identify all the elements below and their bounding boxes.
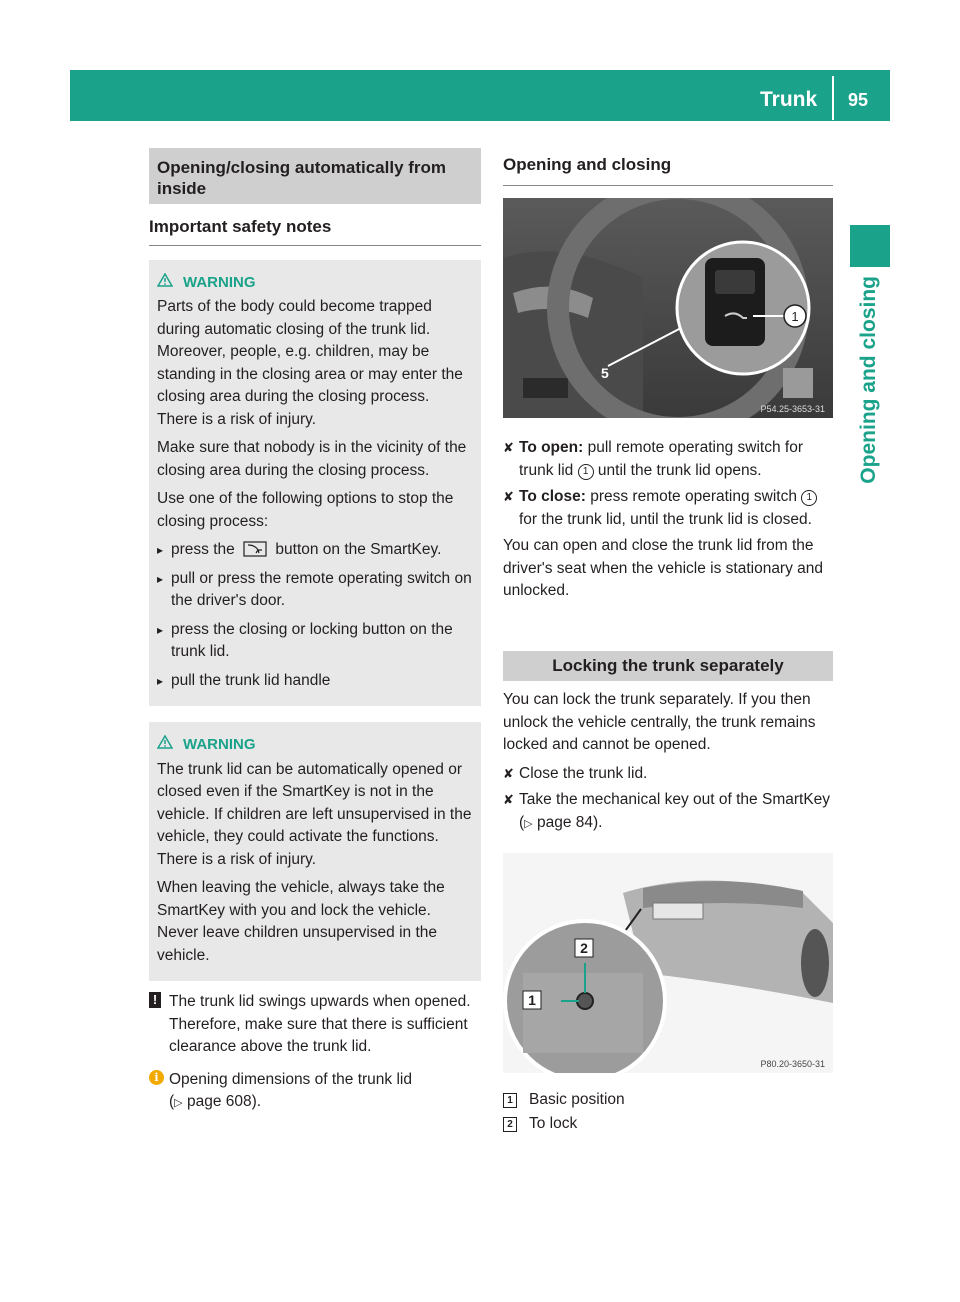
photo-legend <box>503 1089 833 1136</box>
step-arrow-icon: ✘ <box>503 765 514 781</box>
warning-title <box>157 272 473 295</box>
svg-text:1: 1 <box>528 992 536 1008</box>
side-tab-label: Opening and closing <box>857 276 880 484</box>
info-icon: i <box>149 1070 164 1085</box>
warning-box-1 <box>149 260 481 707</box>
caution-text: The trunk lid swings upwards when opened. Therefore, make sure that there is sufficient clearance above the trunk lid. <box>169 993 471 1055</box>
warning-paragraph: Parts of the body could become trapped during automatic closing of the trunk lid. Moreover, people, e.g. children, may be standing in the closing area or may enter the closing area during the closing process. There is a risk of injury. <box>157 298 463 428</box>
step-to-open: ✘ To open: pull remote operating switch for trunk lid 1 until the trunk lid opens. <box>503 439 803 479</box>
header-divider <box>832 76 834 120</box>
callout-1-icon: 1 <box>801 490 817 506</box>
trunk-icon <box>243 541 267 557</box>
page-number: 95 <box>848 90 869 110</box>
section-title: Opening/closing automatically from inside <box>149 148 481 204</box>
right-column <box>503 148 833 1138</box>
warning-paragraph: Use one of the following options to stop the closing process: <box>157 490 454 530</box>
subsection-title: Important safety notes <box>149 216 481 246</box>
warning-title-text: WARNING <box>183 273 256 291</box>
open-close-paragraph: You can open and close the trunk lid from the driver's seat when the vehicle is stationary and unlocked. <box>503 537 824 599</box>
warning-paragraph: When leaving the vehicle, always take the SmartKey with you and lock the vehicle. Never leave children unsupervised in the vehicle. <box>157 879 445 964</box>
legend-number: 1 <box>503 1093 517 1108</box>
opening-closing-title: Opening and closing <box>503 154 833 186</box>
page-ref-arrow-icon: ▷ <box>524 817 533 830</box>
step-arrow-icon: ✘ <box>503 792 514 807</box>
caution-note <box>149 991 481 1059</box>
bullet-item: ▸ pull or press the remote operating switch on the driver's door. <box>157 568 473 613</box>
warning-title <box>157 734 473 757</box>
header-section-title: Trunk <box>760 88 818 111</box>
info-text: Opening dimensions of the trunk lid <box>169 1070 412 1088</box>
photo-code: P54.25-3653-31 <box>760 403 825 414</box>
callout-1-icon: 1 <box>578 464 594 480</box>
exclamation-icon: ! <box>149 992 161 1008</box>
callout-1: 1 <box>791 308 799 324</box>
legend-item: 2 To lock <box>503 1113 833 1136</box>
step-arrow-icon: ✘ <box>503 489 514 504</box>
bullet-item: ▸ press the button on the SmartKey. <box>157 539 473 562</box>
info-page-ref[interactable]: page 608). <box>186 1093 262 1110</box>
trunk-lock-photo <box>503 853 833 1073</box>
warning-triangle-icon <box>157 273 173 287</box>
svg-text:5: 5 <box>601 364 609 381</box>
warning-triangle-icon <box>157 735 173 749</box>
legend-item: 1 Basic position <box>503 1089 833 1112</box>
warning-title-text: WARNING <box>183 736 256 753</box>
step-close-lid: ✘ Close the trunk lid. <box>503 763 833 786</box>
door-switch-photo <box>503 198 833 418</box>
info-note: i Opening dimensions of the trunk lid (▷ page 608). <box>149 1069 481 1115</box>
photo-code: P80.20-3650-31 <box>760 1059 825 1069</box>
left-column <box>149 148 481 1115</box>
step-take-key: ✘ Take the mechanical key out of the SmartKey (▷ page 84). <box>503 791 831 831</box>
bullet-item: ▸ press the closing or locking button on the trunk lid. <box>157 619 473 664</box>
page-ref-arrow-icon: ▷ <box>174 1097 183 1109</box>
step-page-ref[interactable]: page 84). <box>536 813 603 831</box>
warning-paragraph: Make sure that nobody is in the vicinity of the closing area during the closing process. <box>157 439 467 479</box>
side-tab-marker <box>850 225 890 267</box>
locking-paragraph: You can lock the trunk separately. If you then unlock the vehicle centrally, the trunk remains locked and cannot be opened. <box>503 691 816 753</box>
warning-paragraph: The trunk lid can be automatically opened or closed even if the SmartKey is not in the vehicle. If children are left unsupervised in the vehicle, they could activate the functions. There is a risk of injury. <box>157 760 472 868</box>
legend-number: 2 <box>503 1117 517 1132</box>
warning-box-2 <box>149 722 481 981</box>
svg-text:2: 2 <box>580 940 588 956</box>
step-arrow-icon: ✘ <box>503 440 514 455</box>
bullet-item: ▸ pull the trunk lid handle <box>157 670 473 693</box>
step-to-close: ✘ To close: press remote operating switch 1 for the trunk lid, until the trunk lid is closed. <box>503 486 833 531</box>
locking-trunk-title: Locking the trunk separately <box>503 651 833 682</box>
